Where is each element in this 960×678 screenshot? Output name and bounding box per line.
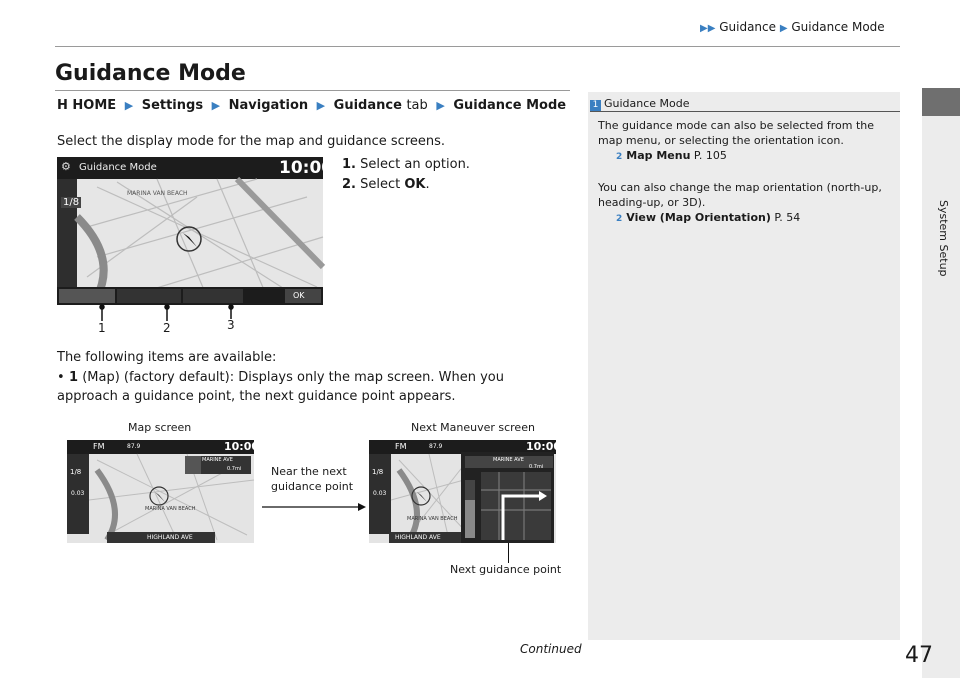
next-scale: 1/8 bbox=[372, 468, 384, 476]
continued-label: Continued bbox=[520, 642, 582, 656]
screen-place: MARINA VAN BEACH bbox=[127, 190, 188, 197]
path-settings: Settings bbox=[141, 98, 204, 113]
header-rule bbox=[55, 46, 900, 47]
next-time: 10:00 bbox=[526, 440, 562, 453]
available-heading: The following items are available: bbox=[57, 350, 277, 365]
ref-view-orientation[interactable]: 2 View (Map Orientation) P. 54 bbox=[616, 211, 801, 224]
transition-arrow bbox=[262, 500, 367, 514]
next-street1: MARINE AVE bbox=[493, 457, 524, 463]
guidance-mode-screen bbox=[57, 157, 334, 305]
step-2: 2. Select OK. bbox=[342, 177, 430, 192]
home-icon: H bbox=[57, 98, 68, 113]
chevron-icon: ▶ bbox=[779, 23, 788, 34]
page-title: Guidance Mode bbox=[55, 61, 246, 86]
note-rule bbox=[590, 111, 900, 112]
callout-1: 1 bbox=[98, 321, 106, 335]
reference-arrow-icon: 2 bbox=[616, 152, 623, 162]
title-rule bbox=[55, 90, 570, 91]
screen-time: 10:00 bbox=[279, 158, 334, 178]
screen-title: Guidance Mode bbox=[79, 162, 157, 173]
crumb-guidance: Guidance bbox=[719, 20, 777, 34]
near-caption: Near the next guidance point bbox=[271, 465, 354, 493]
step-1: 1. Select an option. bbox=[342, 157, 470, 172]
side-tab-label-wrap bbox=[922, 200, 960, 320]
note-paragraph-2: You can also change the map orientation (north-up, heading-up, or 3D). bbox=[598, 181, 882, 209]
breadcrumb bbox=[700, 20, 885, 34]
side-tab bbox=[922, 88, 960, 678]
callout-2: 2 bbox=[163, 321, 171, 335]
map-street1: MARINE AVE bbox=[202, 457, 233, 463]
next-maneuver-graphic bbox=[369, 440, 556, 543]
map-screen-graphic bbox=[67, 440, 254, 543]
map-graphic bbox=[57, 157, 323, 305]
path-mode: Guidance Mode bbox=[453, 98, 567, 113]
side-tab-marker bbox=[922, 88, 960, 116]
side-tab-label: System Setup bbox=[937, 200, 950, 277]
next-point-caption: Next guidance point bbox=[450, 563, 562, 576]
station-label: 87.9 bbox=[127, 443, 141, 450]
map-street2: HIGHLAND AVE bbox=[147, 534, 193, 541]
path-guidance: Guidance bbox=[333, 98, 402, 113]
chevron-icon: ▶ bbox=[211, 99, 221, 112]
map-time: 10:00 bbox=[224, 440, 260, 453]
intro-text: Select the display mode for the map and guidance screens. bbox=[57, 134, 446, 149]
chevron-icon: ▶ bbox=[436, 99, 445, 112]
next-point-line bbox=[508, 543, 509, 563]
chevron-icon: ▶ bbox=[316, 99, 326, 112]
map-scale: 1/8 bbox=[70, 468, 82, 476]
next-dist-box: 0.03 bbox=[373, 490, 387, 497]
screen-gear-icon: ⚙ bbox=[61, 160, 71, 173]
next-maneuver-caption: Next Maneuver screen bbox=[411, 421, 535, 434]
reference-arrow-icon: 2 bbox=[616, 214, 623, 224]
path-home: HOME bbox=[72, 98, 117, 113]
bullet-item-1: • 1 (Map) (factory default): Displays only the map screen. When you approach a guidance point, the next guidance point appears. bbox=[57, 370, 504, 404]
band-label: FM bbox=[93, 442, 105, 451]
next-place: MARINA VAN BEACH bbox=[407, 516, 458, 522]
note-number: 1 bbox=[590, 100, 601, 111]
page-number: 47 bbox=[905, 643, 933, 668]
next-street2: HIGHLAND AVE bbox=[395, 534, 441, 541]
crumb-guidance-mode: Guidance Mode bbox=[791, 20, 885, 34]
chevron-icon: ▶ bbox=[124, 99, 134, 112]
map-screen bbox=[67, 440, 260, 543]
callout-3: 3 bbox=[227, 318, 235, 332]
note-paragraph-1: The guidance mode can also be selected from the map menu, or selecting the orientation icon. bbox=[598, 119, 874, 147]
chevron-icon: ▶▶ bbox=[700, 23, 716, 34]
note-heading: 1 Guidance Mode bbox=[590, 97, 690, 111]
menu-path bbox=[57, 98, 566, 113]
map-place: MARINA VAN BEACH bbox=[145, 506, 196, 512]
map-dist-box: 0.03 bbox=[71, 490, 85, 497]
screen-scale: 1/8 bbox=[63, 197, 80, 208]
path-tab-word: tab bbox=[406, 98, 428, 113]
ref-map-menu[interactable]: 2 Map Menu P. 105 bbox=[616, 149, 727, 162]
next-maneuver-screen bbox=[369, 440, 562, 543]
ok-button[interactable]: OK bbox=[293, 291, 305, 300]
steps-list bbox=[342, 155, 470, 195]
map-dist: 0.7mi bbox=[227, 466, 242, 472]
map-screen-caption: Map screen bbox=[128, 421, 192, 434]
next-dist: 0.7mi bbox=[529, 464, 544, 470]
band-label: FM bbox=[395, 442, 407, 451]
note-body bbox=[598, 118, 898, 227]
station-label: 87.9 bbox=[429, 443, 443, 450]
path-navigation: Navigation bbox=[228, 98, 309, 113]
